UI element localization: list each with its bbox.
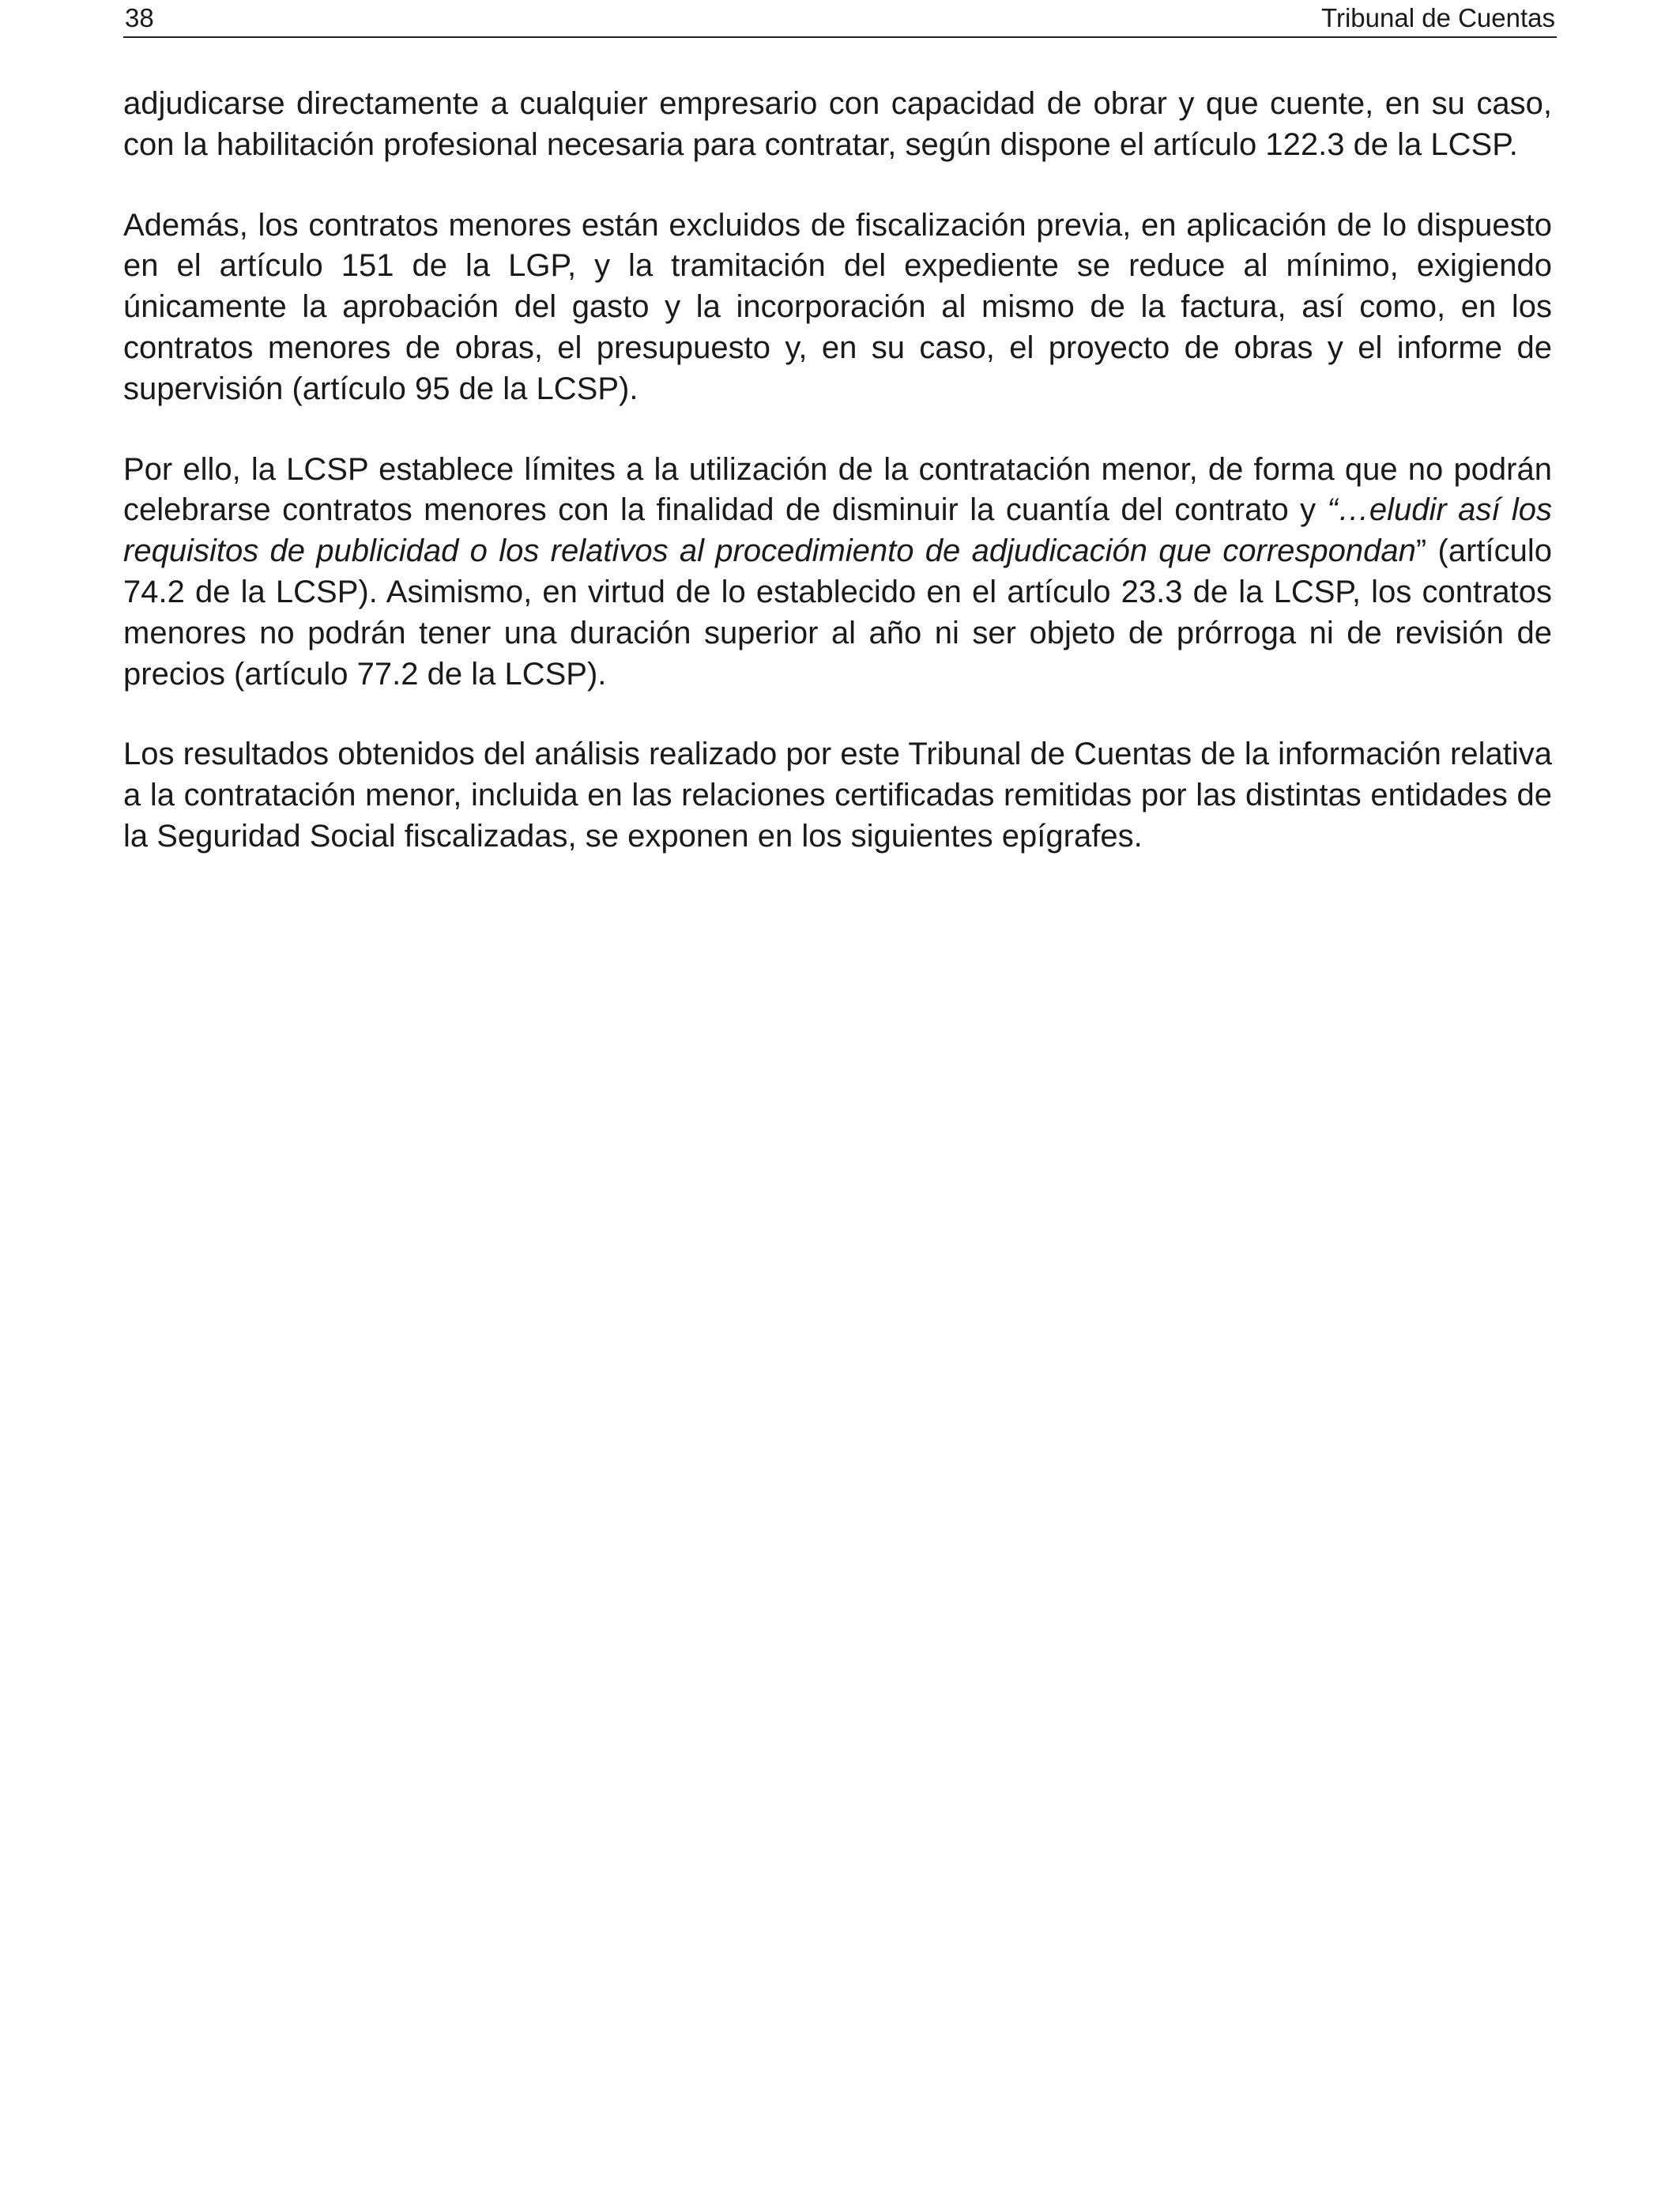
page-header — [123, 0, 1557, 38]
header-title: Tribunal de Cuentas — [1321, 3, 1555, 32]
paragraph-2: Además, los contratos menores están excluidos de fiscalización previa, en aplicación de lo dispuesto en el artículo 151 de la LGP, y la tramitación del expediente se reduce al mínimo, exigiendo únicamente la aprobación del gasto y la incorporación al mismo de la factura, así como, en los contratos menores de obras, el presupuesto y, en su caso, el proyecto de obras y el informe de supervisión (artículo 95 de la LCSP). — [123, 207, 1552, 406]
quoted-law-text: “…eludir así los requisitos de publicidad o los relativos al procedimiento de adjudicación que correspondan — [123, 492, 1552, 569]
paragraph-3 — [123, 450, 1552, 696]
paragraph-3-text-end: ” (artículo 74.2 de la LCSP). Asimismo, en virtud de lo establecido en el artículo 23.3 de la LCSP, los contratos menores no podrán tener una duración superior al año ni ser objeto de prórroga ni de revisión de precios (artículo 77.2 de la LCSP). — [123, 533, 1552, 692]
paragraph-4: Los resultados obtenidos del análisis realizado por este Tribunal de Cuentas de la información relativa a la contratación menor, incluida en las relaciones certificadas remitidas por las distintas entidades de la Seguridad Social fiscalizadas, se exponen en los siguientes epígrafes. — [123, 737, 1552, 854]
paragraph-1: adjudicarse directamente a cualquier empresario con capacidad de obrar y que cuente, en su caso, con la habilitación profesional necesaria para contratar, según dispone el artículo 122.3 de la LCSP. — [123, 86, 1552, 162]
paragraph-3-text-start: Por ello, la LCSP establece límites a la utilización de la contratación menor, de forma que no podrán celebrarse contratos menores con la finalidad de disminuir la cuantía del contrato y — [123, 451, 1552, 528]
document-body — [123, 84, 1552, 897]
page-number: 38 — [125, 3, 154, 32]
